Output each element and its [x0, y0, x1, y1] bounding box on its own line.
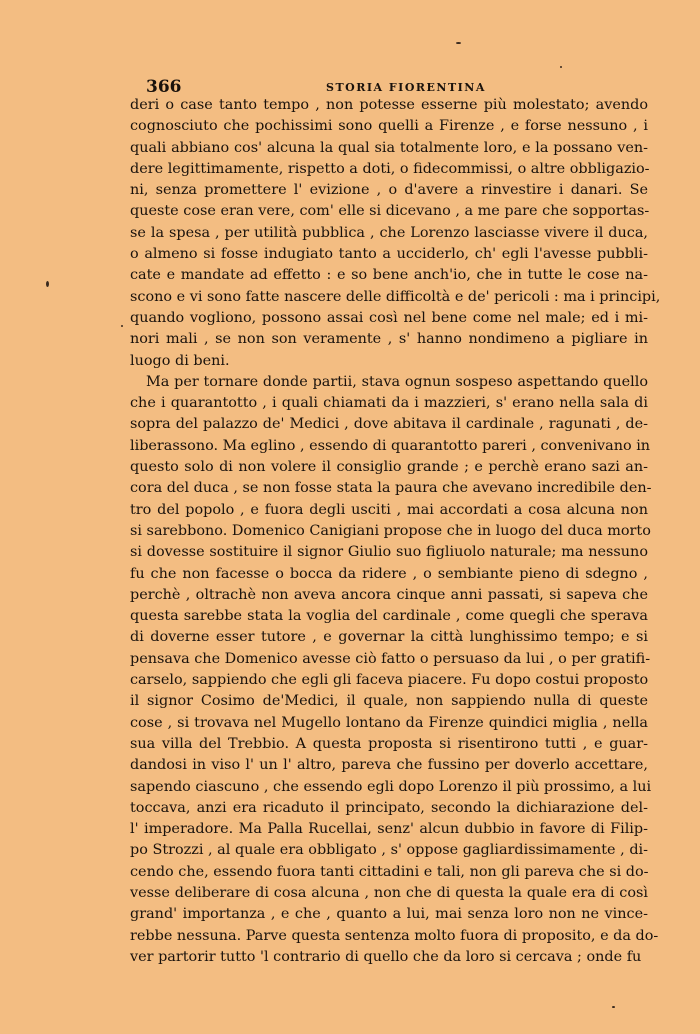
text-line: carselo, sappiendo che egli gli faceva piacere. Fu dopo costui proposto	[130, 672, 649, 689]
text-line: po Strozzi , al quale era obbligato , s' oppose gagliardissimamente , di-	[130, 842, 648, 859]
text-line: dere legittimamente, rispetto a doti, o fidecommissi, o altre obbligazio-	[130, 160, 650, 177]
text-line: quando vogliono, possono assai così nel bene come nel male; ed i mi-	[130, 309, 648, 326]
ink-speck	[46, 281, 49, 287]
body-text	[130, 95, 661, 968]
text-line: scono e vi sono fatte nascere delle difficoltà e de' pericoli : ma i principi,	[130, 288, 661, 305]
text-line: si dovesse sostituire il signor Giulio suo figliuolo naturale; ma nessuno	[130, 544, 648, 561]
text-line: questa sarebbe stata la voglia del cardinale , come quegli che sperava	[130, 608, 648, 625]
text-line: vesse deliberare di cosa alcuna , non che di questa la quale era di così	[130, 884, 648, 901]
text-line: questo solo di non volere il consiglio grande ; e perchè erano sazi an-	[130, 459, 648, 476]
text-line: rebbe nessuna. Parve questa sentenza molto fuora di proposito, e da do-	[130, 927, 659, 944]
page-number: 366	[146, 77, 182, 97]
text-line: il signor Cosimo de'Medici, il quale, non sappiendo nulla di queste	[130, 693, 648, 710]
text-line: di doverne esser tutore , e governar la città lunghissimo tempo; e si	[130, 629, 648, 646]
text-line: cognosciuto che pochissimi sono quelli a Firenze , e forse nessuno , i	[130, 118, 648, 135]
ink-speck	[612, 1006, 615, 1008]
text-line: pensava che Domenico avesse ciò fatto o persuaso da lui , o per gratifi-	[130, 650, 651, 667]
text-line: nori mali , se non son veramente , s' hanno nondimeno a pigliare in	[130, 331, 648, 348]
text-line: ni, senza promettere l' evizione , o d'avere a rinvestire i danari. Se	[130, 182, 648, 199]
text-line: tro del popolo , e fuora degli usciti , mai accordati a cosa alcuna non	[130, 501, 648, 518]
text-line: o almeno si fosse indugiato tanto a ucciderlo, ch' egli l'avesse pubbli-	[130, 246, 648, 263]
text-line: grand' importanza , e che , quanto a lui, mai senza loro non ne vince-	[130, 906, 648, 923]
text-line: perchè , oltrachè non aveva ancora cinque anni passati, si sapeva che	[130, 586, 648, 603]
text-line: sopra del palazzo de' Medici , dove abitava il cardinale , ragunati , de-	[130, 416, 648, 433]
text-line: liberassono. Ma eglino , essendo di quarantotto pareri , convenivano in	[130, 437, 651, 454]
text-line: sapendo ciascuno , che essendo egli dopo Lorenzo il più prossimo, a lui	[130, 778, 652, 795]
ink-speck	[560, 66, 562, 68]
ink-speck	[456, 42, 461, 44]
page-header	[146, 77, 648, 97]
running-title: STORIA FIORENTINA	[326, 81, 486, 94]
text-line: se la spesa , per utilità pubblica , che Lorenzo lasciasse vivere il duca,	[130, 224, 648, 241]
text-line: deri o case tanto tempo , non potesse esserne più molestato; avendo	[130, 97, 648, 113]
text-line: l' imperadore. Ma Palla Rucellai, senz' alcun dubbio in favore di Filip-	[130, 821, 648, 838]
text-line: cate e mandate ad effetto : e so bene anch'io, che in tutte le cose na-	[130, 267, 648, 284]
text-line: si sarebbono. Domenico Canigiani propose che in luogo del duca morto	[130, 522, 651, 539]
ink-speck	[121, 325, 123, 327]
text-line: ver partorir tutto 'l contrario di quello che da loro si cercava ; onde fu	[130, 948, 642, 965]
text-line: luogo di beni.	[130, 352, 230, 369]
text-line: dandosi in viso l' un l' altro, pareva che fussino per doverlo accettare,	[130, 757, 648, 774]
text-line: cora del duca , se non fosse stata la paura che avevano incredibile den-	[130, 480, 652, 497]
text-line: toccava, anzi era ricaduto il principato, secondo la dichiarazione del-	[130, 799, 648, 816]
text-line: che i quarantotto , i quali chiamati da i mazzieri, s' erano nella sala di	[130, 395, 648, 412]
text-line: queste cose eran vere, com' elle si dicevano , a me pare che sopportas-	[130, 203, 650, 220]
text-line: fu che non facesse o bocca da ridere , o sembiante pieno di sdegno ,	[130, 565, 648, 582]
text-line: Ma per tornare donde partii, stava ognun sospeso aspettando quello	[146, 373, 648, 390]
text-line: quali abbiano cos' alcuna la qual sia totalmente loro, e la possano ven-	[130, 139, 648, 156]
text-line: sua villa del Trebbio. A questa proposta si risentirono tutti , e guar-	[130, 735, 648, 752]
text-line: cose , si trovava nel Mugello lontano da Firenze quindici miglia , nella	[130, 714, 648, 731]
text-line: cendo che, essendo fuora tanti cittadini e tali, non gli pareva che si do-	[130, 863, 649, 880]
